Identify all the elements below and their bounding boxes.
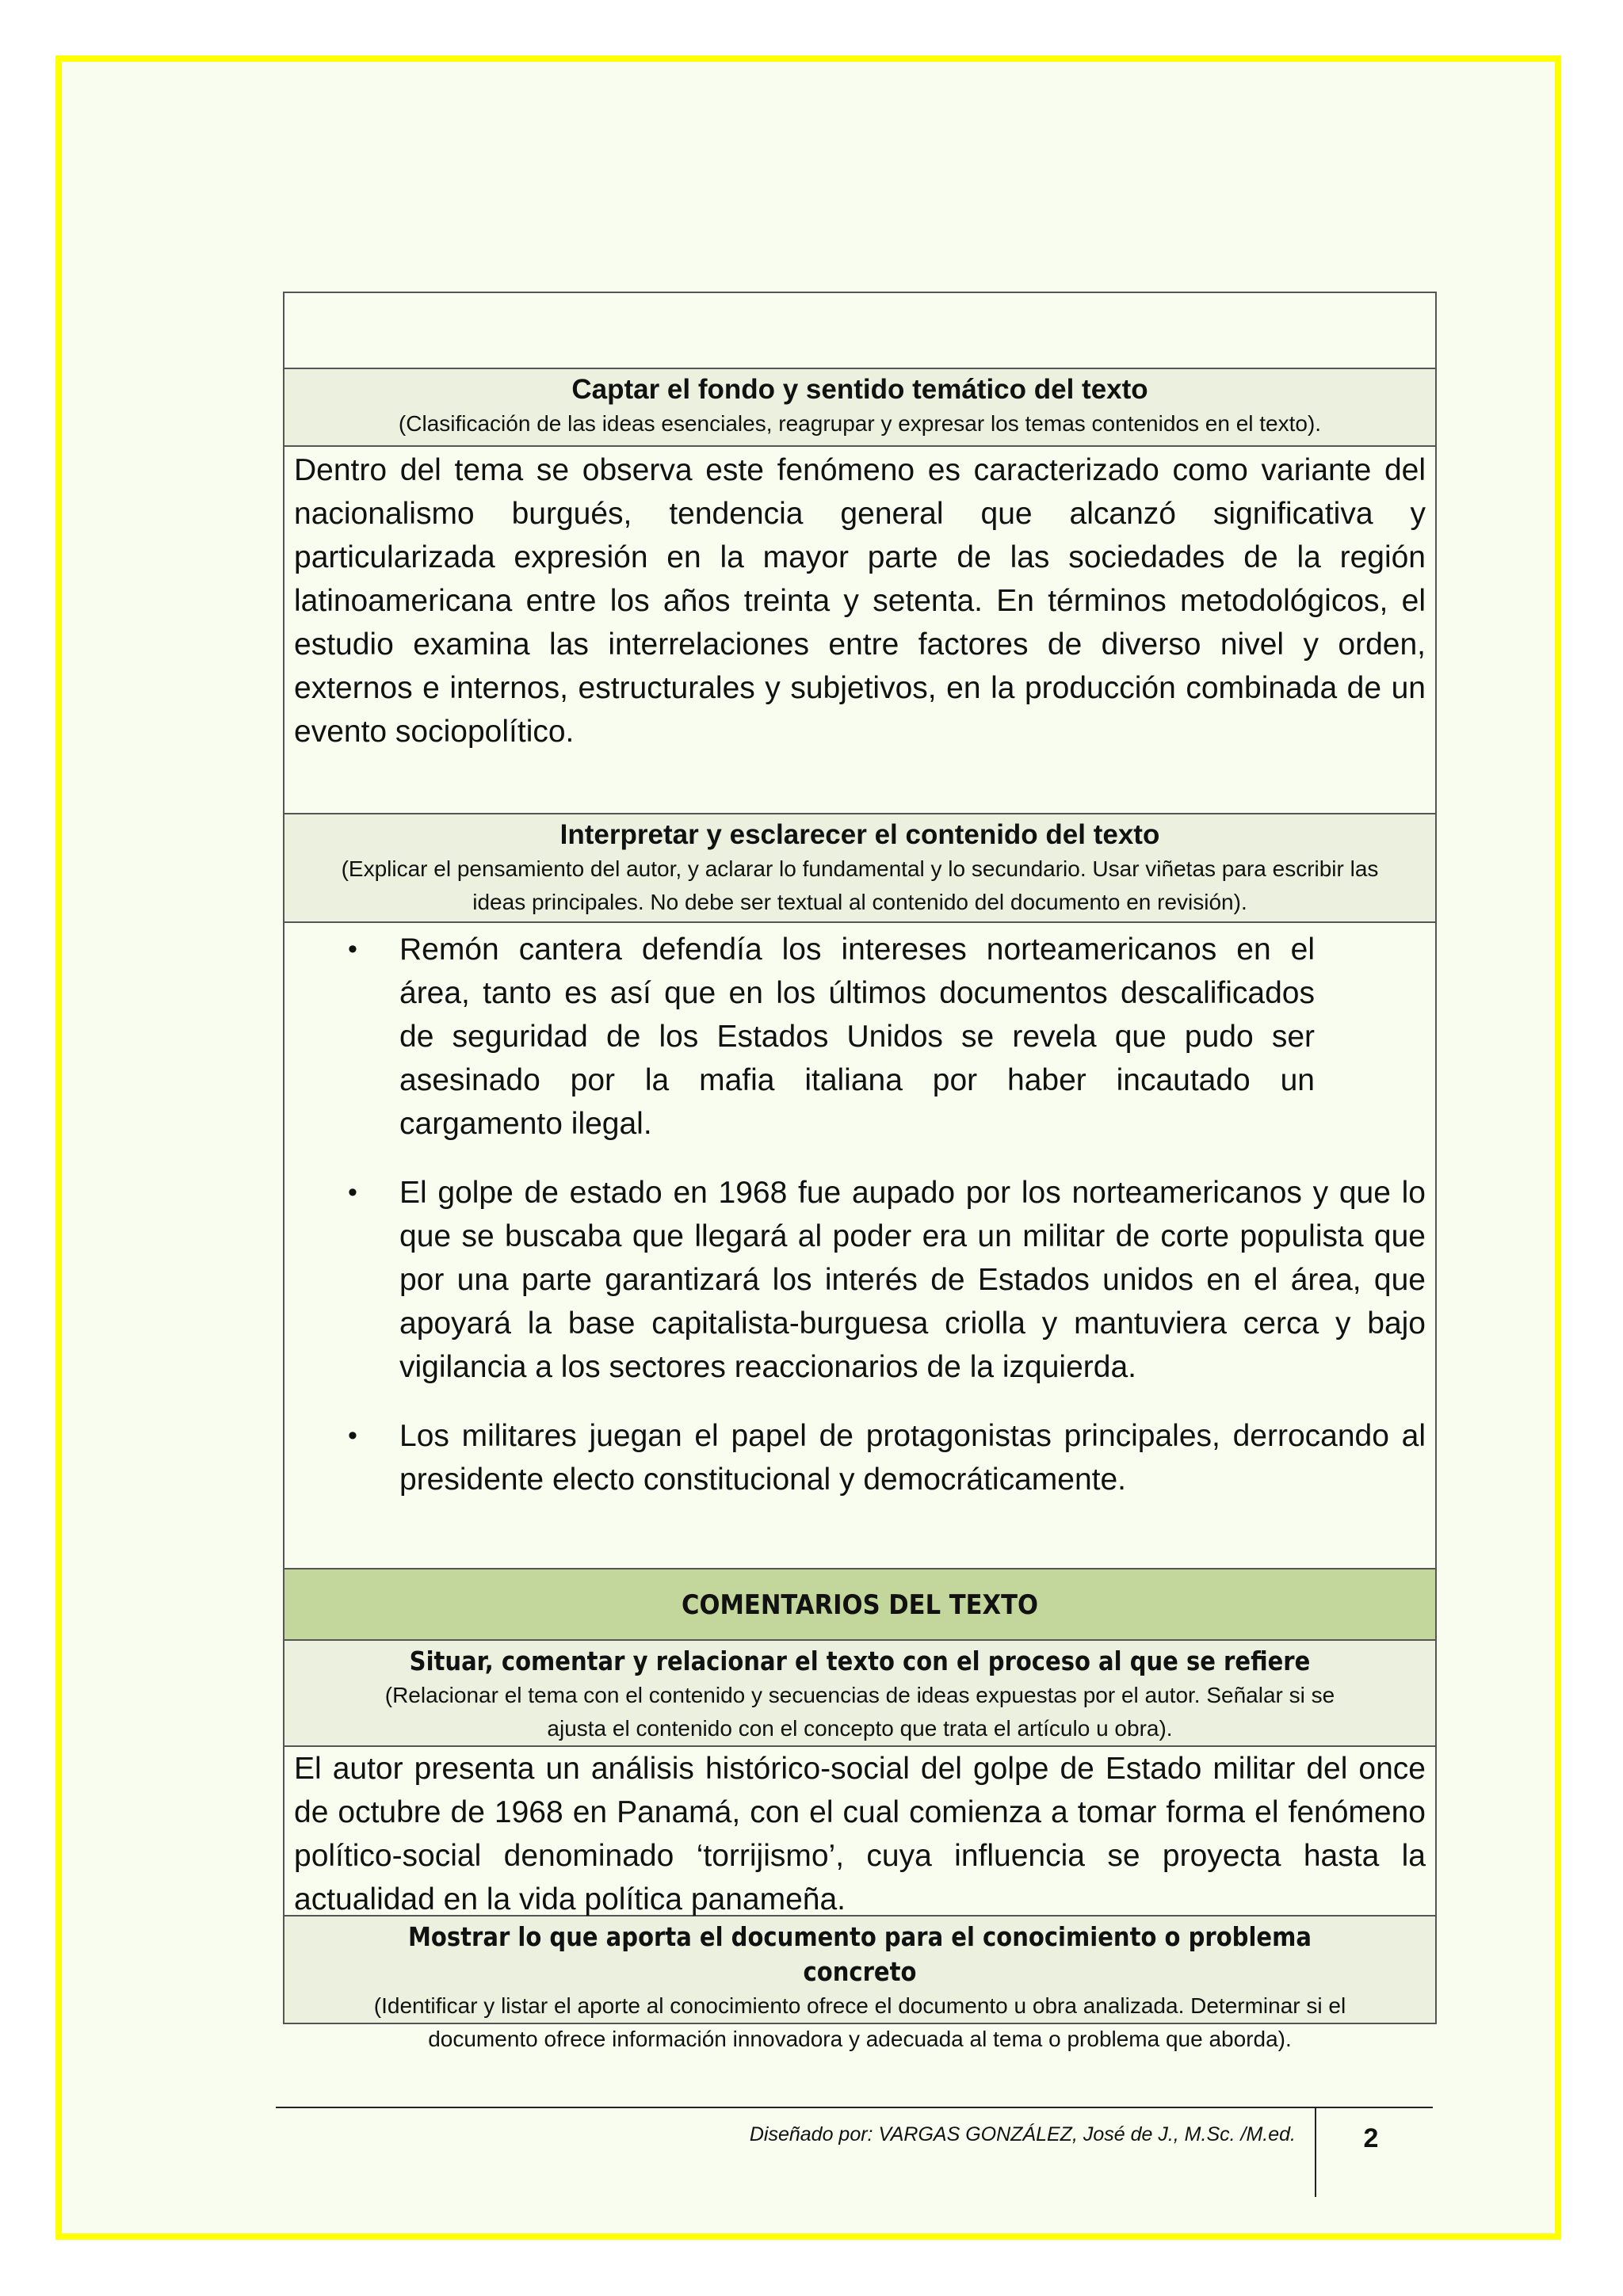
aporte-header — [285, 1917, 1435, 2051]
fondo-header — [285, 369, 1435, 447]
interpretar-header — [285, 814, 1435, 923]
comentarios-title: COMENTARIOS DEL TEXTO — [681, 1589, 1038, 1621]
aporte-subtitle: (Identificar y listar el aporte al conocimiento ofrece el documento u obra analizada. Determinar si el documento ofrece información innovadora y adecuada al tema o problema que aborda). — [373, 1993, 1346, 2051]
situar-header — [285, 1641, 1435, 1747]
fondo-body-row — [285, 447, 1435, 814]
situar-body: El autor presenta un análisis histórico-social del golpe de Estado militar del once de octubre de 1968 en Panamá, con el cual comienza a tomar forma el fenómeno político-social denominado ‘torrijismo’, cuya influencia se proyecta hasta la actualidad en la vida política panameña. — [294, 1752, 1426, 1917]
review-table — [283, 292, 1437, 2051]
bullet-item — [285, 1414, 1426, 1501]
bullet-item — [285, 1171, 1426, 1389]
bullet-text: Remón cantera defendía los intereses norteamericanos en el área, tanto es así que en los últimos documentos descalificados de seguridad de los Estados Unidos se revela que pudo ser asesinado por la mafia italiana por haber incautado un cargamento ilegal. — [399, 933, 1315, 1141]
bullet-icon: • — [348, 934, 357, 964]
footer-page-separator — [1315, 2108, 1316, 2197]
situar-subtitle: (Relacionar el tema con el contenido y secuencias de ideas expuestas por el autor. Señalar si se ajusta el contenido con el concepto que trata el artículo u obra). — [384, 1683, 1335, 1741]
bullet-item — [285, 928, 1426, 1146]
bullet-icon: • — [348, 1177, 357, 1207]
interpretar-title: Interpretar y esclarecer el contenido del texto — [559, 819, 1160, 850]
empty-top-row — [285, 293, 1435, 369]
bullet-text: Los militares juegan el papel de protagonistas principales, derrocando al presidente electo constitucional y democráticamente. — [399, 1419, 1426, 1497]
fondo-body: Dentro del tema se observa este fenómeno es caracterizado como variante del nacionalismo burgués, tendencia general que alcanzó significativa y particularizada expresión en la mayor parte de las sociedades de la región latinoamericana entre los años treinta y setenta. En términos metodológicos, el estudio examina las interrelaciones entre factores de diverso nivel y orden, externos e internos, estructurales y subjetivos, en la producción combinada de un evento sociopolítico. — [294, 453, 1426, 749]
comentarios-bar — [285, 1569, 1435, 1641]
interpretar-subtitle: (Explicar el pensamiento del autor, y aclarar lo fundamental y lo secundario. Usar viñetas para escribir las ideas principales. No debe ser textual al contenido del documento en revisión). — [341, 856, 1379, 914]
situar-body-row — [285, 1747, 1435, 1917]
aporte-title: Mostrar lo que aporta el documento para el conocimiento o problema concreto — [408, 1921, 1312, 1987]
fondo-title: Captar el fondo y sentido temático del texto — [571, 374, 1148, 405]
interpretar-bullet-list — [285, 923, 1435, 1501]
footer-credit: Diseñado por: VARGAS GONZÁLEZ, José de J., M.Sc. /M.ed. — [749, 2123, 1296, 2145]
situar-title: Situar, comentar y relacionar el texto con el proceso al que se refiere — [409, 1646, 1311, 1676]
fondo-subtitle: (Clasificación de las ideas esenciales, reagrupar y expresar los temas contenidos en el texto). — [398, 411, 1322, 436]
interpretar-body-row — [285, 923, 1435, 1569]
bullet-icon: • — [348, 1421, 357, 1451]
page-number: 2 — [1363, 2123, 1379, 2153]
footer-divider — [276, 2107, 1433, 2108]
bullet-text: El golpe de estado en 1968 fue aupado por los norteamericanos y que lo que se buscaba que llegará al poder era un militar de corte populista que por una parte garantizará los interés de Estados unidos en el área, que apoyará la base capitalista-burguesa criolla y mantuviera cerca y bajo vigilancia a los sectores reaccionarios de la izquierda. — [399, 1176, 1426, 1384]
